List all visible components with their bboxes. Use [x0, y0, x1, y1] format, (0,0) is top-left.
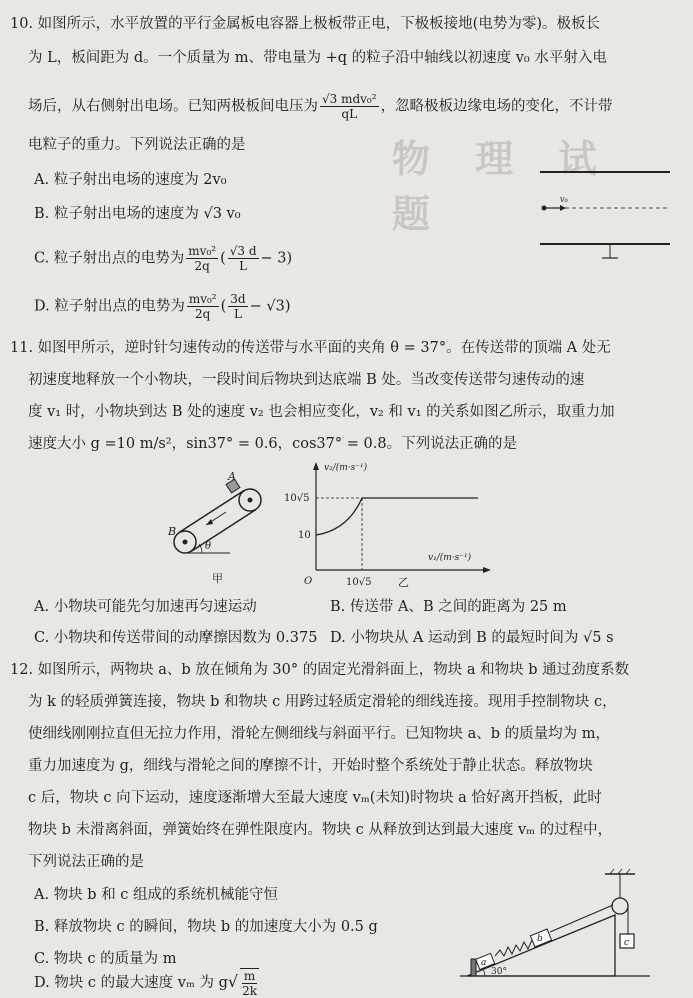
v2-curve: [316, 498, 362, 535]
q12-option-b: B. 释放物块 c 的瞬间，物块 b 的加速度大小为 0.5 g: [34, 919, 378, 935]
q10-option-c-inner-num: √3 d: [229, 244, 257, 258]
incline-surface: [467, 915, 615, 976]
q10-option-a: A. 粒子射出电场的速度为 2v₀: [34, 172, 227, 188]
q10-option-d: [0, 292, 693, 321]
q10-line3-pre: 场后，从右侧射出电场。已知两极板间电压为: [28, 98, 318, 115]
q10-option-c-inner-frac: [228, 244, 259, 273]
y-axis-arrow: [313, 462, 319, 470]
q11-line4: 速度大小 g =10 m/s²，sin37° = 0.6，cos37° = 0.8。下列说法正确的是: [28, 436, 518, 452]
q12-line4: 重力加速度为 g，细线与滑轮之间的摩擦不计，开始时整个系统处于静止状态。释放物块: [28, 758, 593, 774]
belt-motion-arrow-head: [206, 519, 213, 525]
q12-line3: 使细线刚刚拉直但无拉力作用，滑轮左侧细线与斜面平行。已知物块 a、b 的质量均为 m，: [28, 726, 611, 742]
q12-line6: 物块 b 未滑离斜面，弹簧始终在弹性限度内。物块 c 从释放到达到最大速度 vₘ 的过程中，: [28, 822, 613, 838]
q12-option-c: C. 物块 c 的质量为 m: [34, 951, 177, 967]
q10-line3: [0, 92, 693, 121]
q10-option-c-inner-den: L: [239, 259, 248, 273]
q12-incline-figure: [455, 868, 655, 986]
q10-voltage-fraction: [320, 92, 379, 121]
x-axis-label: v₁/(m·s⁻¹): [428, 553, 472, 563]
q11-line3: 度 v₁ 时，小物块到达 B 处的速度 v₂ 也会相应变化，v₂ 和 v₁ 的关系如图乙所示，取重力加: [28, 404, 615, 420]
q10-option-d-frac-den: 2q: [195, 307, 211, 321]
q12-line1: 12. 如图所示，两物块 a、b 放在倾角为 30° 的固定光滑斜面上，物块 a 和物块 b 通过劲度系数: [10, 662, 630, 678]
q10-option-d-frac: [187, 292, 219, 321]
label-a: a: [481, 958, 487, 968]
angle-arc: [483, 969, 485, 976]
q10-option-d-inner-den: L: [233, 307, 242, 321]
q12-option-d-pre: D. 物块 c 的最大速度 vₘ 为 g: [34, 975, 228, 991]
q11-option-b: B. 传送带 A、B 之间的距离为 25 m: [330, 599, 567, 615]
bleed-through-title: 物 理 试 题: [392, 136, 613, 236]
label-yi: 乙: [398, 576, 409, 589]
q12-option-d-den: 2k: [242, 984, 257, 998]
q10-option-d-frac-num: mv₀²: [188, 292, 217, 306]
q12-line5: c 后，物块 c 向下运动，速度逐渐增大至最大速度 vₘ(未知)时物块 a 恰好离开挡板，此时: [28, 790, 602, 806]
q10-capacitor-figure: [530, 160, 680, 280]
x-tick-10sqrt5: 10√5: [346, 577, 372, 588]
pulley: [612, 898, 628, 914]
q11-graph-figure: [278, 458, 498, 593]
q11-line2: 初速度地释放一个小物块，一段时间后物块到达底端 B 处。当改变传送带匀速传动的速: [28, 372, 585, 388]
q12-line2: 为 k 的轻质弹簧连接，物块 b 和物块 c 用跨过轻质定滑轮的细线连接。现用手控制物块 c，: [28, 694, 617, 710]
q10-option-c-pre: C. 粒子射出点的电势为: [34, 250, 185, 267]
stopper: [471, 959, 476, 976]
label-b: b: [537, 934, 543, 944]
label-theta: θ: [205, 541, 212, 552]
q11-conveyor-figure: [150, 470, 270, 590]
q12-option-d-frac: [240, 968, 259, 998]
velocity-arrow-head: [560, 205, 566, 211]
q10-line2: 为 L，板间距为 d。一个质量为 m、带电量为 +q 的粒子沿中轴线以初速度 v₀ 水平射入电: [28, 50, 607, 66]
q11-option-c: C. 小物块和传送带间的动摩擦因数为 0.375: [34, 630, 318, 646]
q10-option-b: B. 粒子射出电场的速度为 √3 v₀: [34, 206, 241, 222]
y-tick-10sqrt5: 10√5: [284, 493, 310, 504]
q10-option-c-frac-den: 2q: [194, 259, 210, 273]
origin: O: [304, 576, 313, 587]
label-B: B: [168, 525, 177, 538]
string-incline: [550, 905, 613, 932]
q10-option-d-paren: (: [220, 298, 227, 315]
q10-option-c-frac: [186, 244, 218, 273]
q12-option-d-num: m: [243, 969, 256, 983]
bottom-pulley-center: [183, 540, 188, 545]
q10-line4: 电粒子的重力。下列说法正确的是: [28, 137, 246, 153]
top-pulley-center: [248, 498, 253, 503]
label-jia: 甲: [212, 572, 223, 585]
spring: [495, 940, 532, 956]
q10-voltage-den: qL: [341, 107, 358, 121]
q11-option-a: A. 小物块可能先匀加速再匀速运动: [34, 599, 257, 615]
q10-option-c-paren: (: [220, 250, 226, 267]
q10-voltage-num: √3 mdv₀²: [322, 92, 377, 106]
q11-line1: 11. 如图甲所示，逆时针匀速传动的传送带与水平面的夹角 θ = 37°。在传送带的顶端 A 处无: [10, 340, 611, 356]
q10-option-c-post: − 3): [260, 250, 293, 267]
label-A: A: [228, 470, 236, 483]
sqrt-sign: √: [227, 972, 239, 991]
label-c: c: [624, 938, 630, 948]
y-tick-10: 10: [298, 530, 311, 541]
belt-upper: [179, 491, 244, 533]
q10-option-d-post: − √3): [249, 298, 291, 315]
v0-label: v₀: [560, 195, 568, 204]
q10-option-d-inner-num: 3d: [230, 292, 246, 306]
q10-line1: 10. 如图所示，水平放置的平行金属板电容器上极板带正电，下极板接地(电势为零)。极板长: [10, 16, 600, 32]
belt-lower: [191, 510, 256, 552]
q10-option-c-frac-num: mv₀²: [188, 244, 217, 258]
q10-option-d-inner-frac: [228, 292, 247, 321]
q10-option-d-pre: D. 粒子射出点的电势为: [34, 298, 185, 315]
q11-option-d: D. 小物块从 A 运动到 B 的最短时间为 √5 s: [330, 630, 614, 646]
q12-line7: 下列说法正确的是: [28, 854, 144, 870]
x-axis-arrow: [483, 567, 491, 573]
q10-line3-post: ，忽略极板边缘电场的变化，不计带: [380, 98, 613, 115]
q12-option-a: A. 物块 b 和 c 组成的系统机械能守恒: [34, 887, 279, 903]
y-axis-label: v₂/(m·s⁻¹): [324, 463, 368, 473]
label-angle: 30°: [491, 967, 507, 977]
